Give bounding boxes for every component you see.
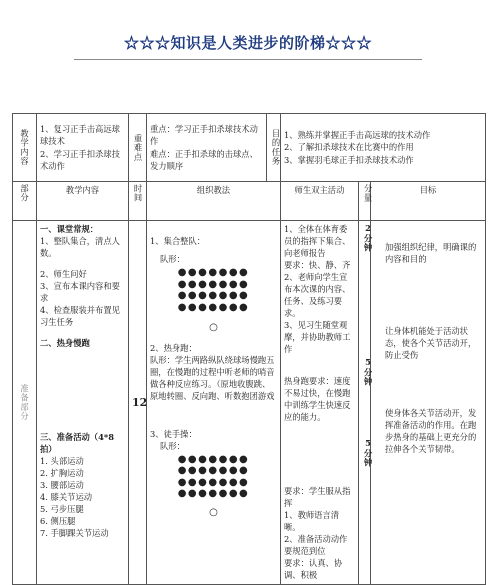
content-item: 4、检查服装并布置见习生任务 [40, 305, 120, 328]
info-keypoint-label: 重难点 [133, 133, 144, 162]
header-activity: 师生双主活动 [281, 182, 359, 221]
activity-block-1: 1、全体在体育委员的指挥下集合、向老师报告 要求：快、静、齐 2、老师向学生宣布本次课的内容、任务、及练习要求。 3、见习生随堂观摩，并协助教师工作 [284, 224, 351, 355]
info-goal-text: 1、熟练并掌握正手击高远球的技术动作 2、了解扣杀球技术在比赛中的作用 3、掌握羽毛球正手扣杀球技术动作 [284, 130, 431, 165]
content-item: 4. 膝关节运动 [40, 492, 93, 503]
amount-cell [359, 221, 374, 585]
activity-block-2: 热身跑要求：速度不易过快，在慢跑中训练学生快速反应的能力。 [284, 376, 351, 423]
method-block-3-formation-label: 队形： [160, 440, 185, 451]
info-content-label: 教学内容 [19, 128, 30, 167]
content-item: 3、宣布本课内容和要求 [40, 281, 120, 304]
header-content: 教学内容 [37, 182, 129, 221]
amount-value-2: 5分钟 [363, 356, 374, 387]
content-item: 2、师生问好 [40, 269, 87, 280]
amount-value-1: 2分钟 [363, 223, 374, 253]
teacher-position-icon: ○ [209, 322, 218, 334]
page-banner: ☆☆☆知识是人类进步的阶梯☆☆☆ [123, 34, 372, 52]
header-goal: 目标 [371, 182, 486, 221]
method-cell [147, 221, 281, 585]
method-block-2-text: 2、热身跑： 队形：学生两路纵队绕球场慢跑五圈，在慢跑的过程中听老师的哨音做各种反应练习。（原地收腹跳、原地转圈、反向跑、听数抱团游戏 [150, 342, 275, 401]
header-part-text: 部分 [19, 184, 30, 203]
method-block-3-title: 3、徒手操： [150, 428, 197, 439]
activity-cell [281, 221, 359, 585]
teacher-position-icon: ○ [209, 506, 218, 518]
info-content-text: 1、复习正手击高远球球技术 2、学习正手扣杀球技术动作 [40, 124, 120, 171]
goal-block-1: 加强组织纪律，明确课的内容和目的 [385, 242, 477, 265]
info-keypoint-cell [147, 114, 267, 182]
goal-block-2: 让身体机能处于活动状态，使各个关节活动开，防止受伤 [385, 326, 477, 361]
info-goal-label-cell [267, 114, 281, 182]
banner-divider [74, 59, 422, 60]
time-cell [129, 221, 147, 585]
player-dots-row: ●●●●●●● [177, 267, 250, 279]
lesson-plan-table [12, 113, 486, 585]
header-amount [359, 182, 374, 221]
info-goal-label: 目的任务 [271, 128, 282, 167]
player-dots-row: ●●●●●●● [177, 290, 250, 302]
formation-diagram-1 [150, 267, 277, 336]
header-method: 组织教法 [147, 182, 281, 221]
header-time [129, 182, 147, 221]
player-dots-row: ●●●●●●● [177, 301, 250, 313]
section-label: 准备部分 [19, 383, 30, 422]
content-heading-1: 一、课堂常规： [40, 224, 99, 234]
header-time-text: 时间 [133, 184, 144, 203]
info-row [13, 114, 486, 182]
content-cell [37, 221, 129, 585]
info-goal-cell [281, 114, 486, 182]
header-amount-text: 分量 [363, 184, 374, 203]
info-content-cell [37, 114, 129, 182]
method-block-1-title: 1、集合整队： [150, 236, 206, 246]
content-heading-2: 二、热身慢跑 [40, 338, 90, 349]
info-keypoint-text: 重点：学习正手扣杀球技术动作 难点：正手扣杀球的击球点、发力顺序 [150, 124, 258, 171]
time-value: 12 [132, 395, 148, 409]
content-item: 6. 侧压腿 [40, 516, 76, 527]
method-block-1-formation-label: 队形： [160, 254, 185, 265]
goal-block-3: 使身体各关节活动开，发挥准备活动的作用。在跑步热身的基础上更充分的拉伸各个关节韧带。 [385, 408, 477, 455]
player-dots-row: ●●●●●●● [177, 278, 250, 290]
player-dots-row: ●●●●●●● [177, 476, 250, 488]
player-dots-row: ●●●●●●● [177, 465, 250, 477]
amount-value-3: 5分钟 [363, 438, 374, 468]
section-label-cell [13, 221, 37, 585]
content-item: 1. 头部运动 [40, 456, 84, 467]
player-dots-row: ●●●●●●● [177, 453, 250, 465]
header-row [13, 182, 486, 221]
header-part [13, 182, 37, 221]
info-keypoint-label-cell [129, 114, 147, 182]
content-item: 1、整队集合，清点人数。 [40, 236, 120, 259]
content-heading-3: 三、准备活动（4*8 拍） [40, 432, 114, 455]
formation-diagram-2 [150, 454, 277, 521]
info-content-label-cell [13, 114, 37, 182]
content-item: 5. 弓步压腿 [40, 504, 84, 515]
content-item: 7. 手脚踝关节运动 [40, 528, 109, 539]
content-item: 3. 腰部运动 [40, 480, 84, 491]
body-row [13, 221, 486, 585]
player-dots-row: ●●●●●●● [177, 488, 250, 500]
goal-cell [371, 221, 486, 585]
activity-block-3: 要求：学生服从指挥 1、教师语言清晰。 2、准备活动动作要规范到位 要求：认真、协调、积极 [284, 486, 351, 581]
content-item: 2. 扩胸运动 [40, 468, 84, 479]
